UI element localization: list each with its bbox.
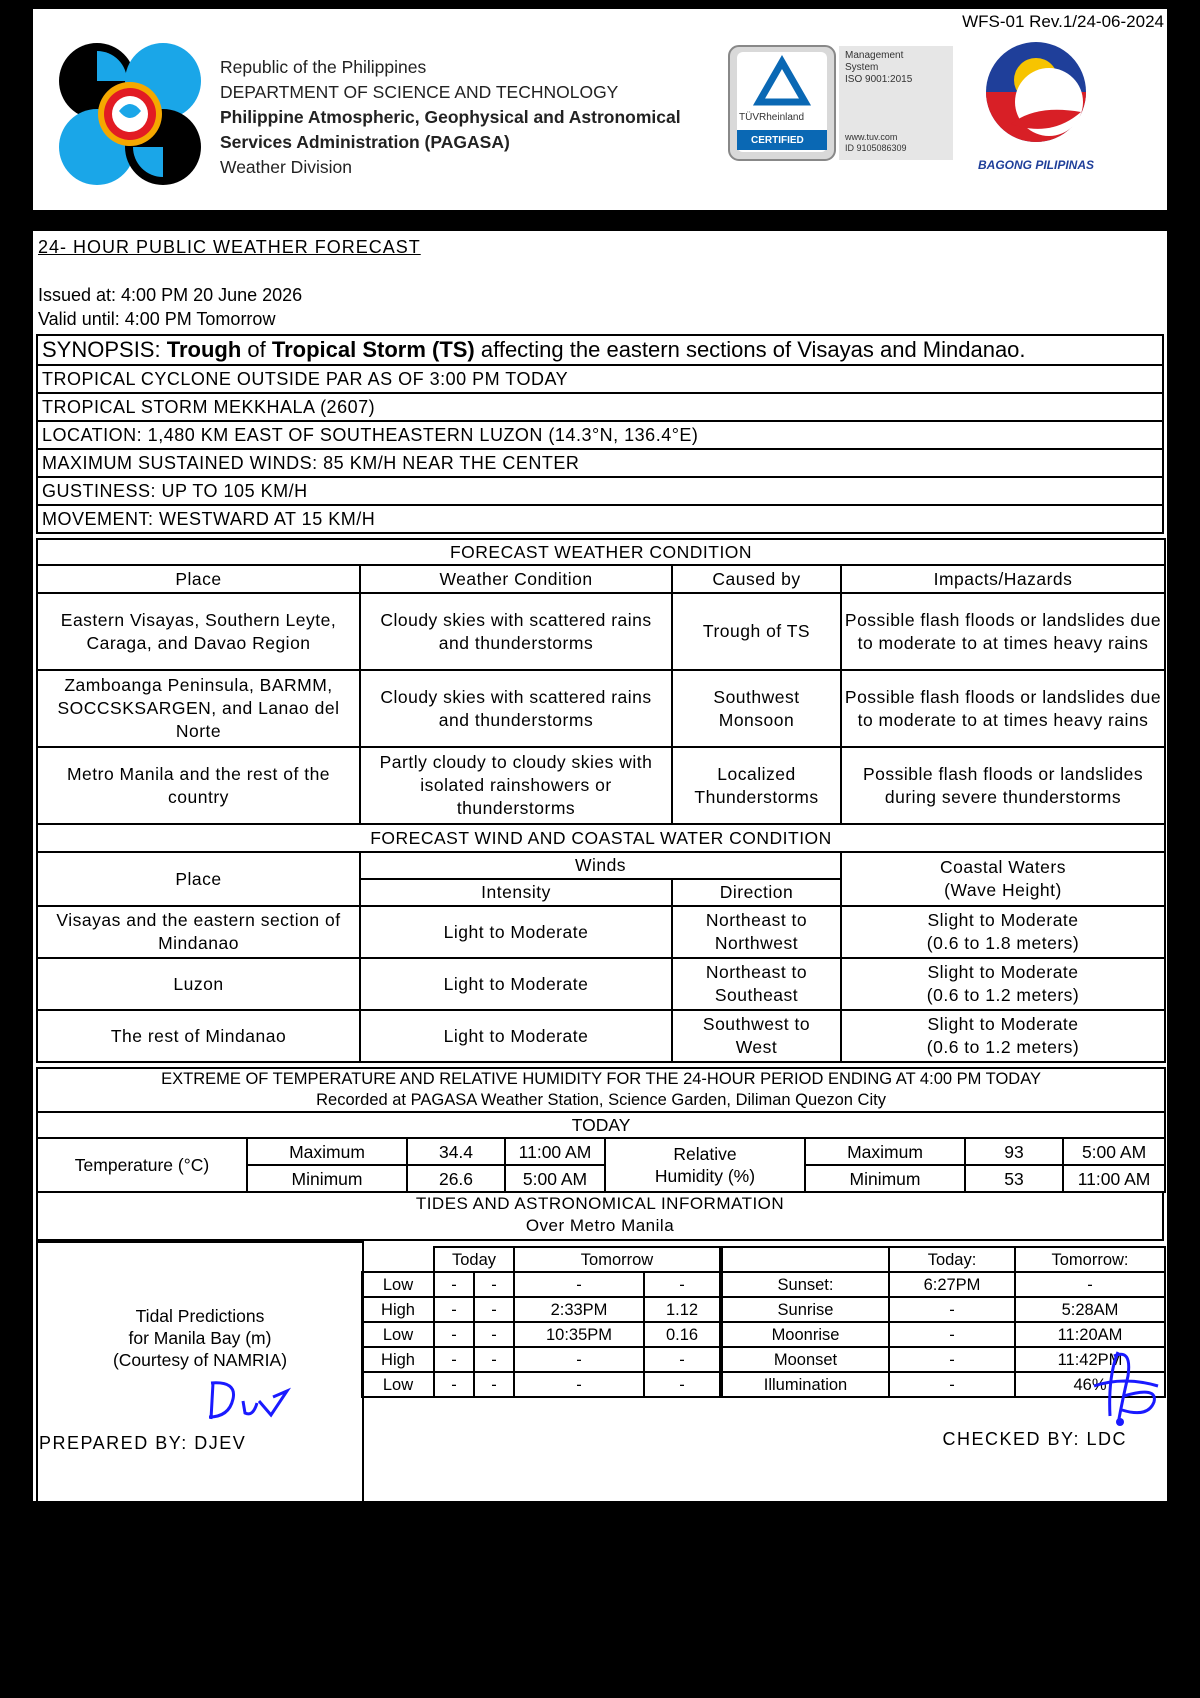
temp-min-value: 26.6 [407,1165,505,1192]
agency-line: Philippine Atmospheric, Geophysical and Astronomical [220,107,681,127]
issuance-info [38,283,302,331]
tide-type: Low [362,1322,434,1347]
max-label: Maximum [247,1138,407,1165]
rh-max-time: 5:00 AM [1063,1138,1165,1165]
coastal-line: (0.6 to 1.2 meters) [926,985,1080,1005]
tide-cell: - [474,1347,514,1372]
cert-badge-label: CERTIFIED [751,135,804,146]
cyclone-info-line: TROPICAL STORM MEKKHALA (2607) [37,393,1163,421]
tide-cell: - [644,1372,720,1397]
table-row [362,1322,720,1347]
cyclone-info-line: MAXIMUM SUSTAINED WINDS: 85 KM/H NEAR THE CENTER [37,449,1163,477]
letterhead [33,9,1167,210]
place-cell: The rest of Mindanao [37,1010,360,1062]
tidal-label-line: (Courtesy of NAMRIA) [112,1350,288,1370]
intensity-cell: Light to Moderate [360,906,672,958]
tidal-label [36,1241,364,1503]
cert-badge-brand: TÜVRheinland [739,112,805,123]
prepared-by: PREPARED BY: DJEV [39,1433,247,1453]
intensity-cell: Light to Moderate [360,958,672,1010]
direction-cell [672,906,841,958]
table-row [37,906,1165,958]
astro-cell: 11:20AM [1015,1322,1165,1347]
tide-cell: - [474,1272,514,1297]
astro-cell: - [889,1322,1015,1347]
weather-condition-table [36,538,1166,825]
direction-cell [672,1010,841,1062]
rh-min-value: 53 [965,1165,1063,1192]
astro-cell: 46% [1015,1372,1165,1397]
cyclone-info-line: TROPICAL CYCLONE OUTSIDE PAR AS OF 3:00 PM TODAY [37,365,1163,393]
checked-by: CHECKED BY: LDC [942,1429,1127,1449]
direction-line: Southeast [714,985,799,1005]
coastal-cell [841,958,1165,1010]
direction-line: Northeast to [705,910,808,930]
hazard-cell: Possible flash floods or landslides due to moderate to at times heavy rains [841,670,1165,747]
column-header: Place [37,852,360,906]
tide-cell: - [434,1372,474,1397]
max-label: Maximum [805,1138,965,1165]
tidal-label-line: for Manila Bay (m) [128,1328,272,1348]
direction-line: Northwest [714,933,799,953]
coastal-line: Slight to Moderate [927,910,1079,930]
place-cell: Metro Manila and the rest of the country [37,747,360,824]
synopsis-line [37,335,1163,365]
tidal-label-line: Tidal Predictions [135,1306,265,1326]
direction-line: Northeast to [705,962,808,982]
valid-until: Valid until: 4:00 PM Tomorrow [38,309,276,329]
table-row [722,1297,1165,1322]
astro-cell: 6:27PM [889,1272,1015,1297]
astro-cell: - [1015,1272,1165,1297]
extremes-heading-cell [37,1068,1165,1112]
tide-cell: - [644,1272,720,1297]
tide-cell: - [434,1347,474,1372]
station-note: Recorded at PAGASA Weather Station, Science Garden, Diliman Quezon City [316,1091,886,1109]
hazard-cell: Possible flash floods or landslides during severe thunderstorms [841,747,1165,824]
agency-line: DEPARTMENT OF SCIENCE AND TECHNOLOGY [220,82,619,102]
tide-cell: 1.12 [644,1297,720,1322]
astro-cell: 11:42PM [1015,1347,1165,1372]
humidity-label [605,1138,805,1192]
synopsis-text: affecting the eastern sections of Visayas and Mindanao. [474,337,1026,362]
column-header: Winds [360,852,841,879]
column-header: Direction [672,879,841,906]
astro-cell: 5:28AM [1015,1297,1165,1322]
tide-cell: - [434,1297,474,1322]
agency-name [220,55,681,180]
condition-cell: Partly cloudy to cloudy skies with isolated rainshowers or thunderstorms [360,747,672,824]
cert-line: ID 9105086309 [845,143,907,153]
blank-cell [722,1247,889,1272]
condition-cell: Cloudy skies with scattered rains and thunderstorms [360,670,672,747]
table-row [362,1372,720,1397]
synopsis-cyclone: Tropical Storm (TS) [271,337,475,362]
table-row [362,1297,720,1322]
tide-cell: - [474,1372,514,1397]
period-label: TODAY [37,1112,1165,1138]
issued-at: Issued at: 4:00 PM 20 June 2026 [38,285,303,305]
direction-cell [672,958,841,1010]
cause-cell: Localized Thunderstorms [672,747,841,824]
agency-line: Weather Division [220,157,352,177]
astro-label: Moonset [722,1347,889,1372]
tide-type: Low [362,1272,434,1297]
astro-cell: - [889,1297,1015,1322]
tide-cell: - [514,1272,644,1297]
column-header: Caused by [672,565,841,593]
blank-cell [362,1247,434,1272]
table-row [722,1272,1165,1297]
iso-certification-mark [727,44,955,162]
agency-line: Republic of the Philippines [220,57,427,77]
astro-cell: - [889,1347,1015,1372]
pagasa-logo [55,39,205,189]
intensity-cell: Light to Moderate [360,1010,672,1062]
tide-cell: 0.16 [644,1322,720,1347]
synopsis-table [36,334,1164,534]
astro-cell: - [889,1372,1015,1397]
cause-cell: Trough of TS [672,593,841,670]
cause-cell: Southwest Monsoon [672,670,841,747]
synopsis-system: Trough [166,337,242,362]
astro-label: Sunset: [722,1272,889,1297]
temp-max-value: 34.4 [407,1138,505,1165]
forecast-title: 24- HOUR PUBLIC WEATHER FORECAST [38,237,421,257]
rh-max-value: 93 [965,1138,1063,1165]
coastal-line: Slight to Moderate [927,1014,1079,1034]
agency-line: Services Administration (PAGASA) [220,132,510,152]
column-header: Intensity [360,879,672,906]
tide-cell: - [474,1297,514,1322]
tide-type: High [362,1297,434,1322]
tide-cell: - [434,1322,474,1347]
condition-cell: Cloudy skies with scattered rains and thunderstorms [360,593,672,670]
min-label: Minimum [247,1165,407,1192]
table-row [362,1347,720,1372]
tide-cell: - [514,1372,644,1397]
tide-type: Low [362,1372,434,1397]
column-header: Weather Condition [360,565,672,593]
tide-cell: - [514,1347,644,1372]
cert-line: www.tuv.com [845,132,898,142]
preparer-signature [203,1375,313,1425]
direction-line: Southwest to [702,1014,811,1034]
bp-logo-text: BAGONG PILIPINAS [977,158,1094,172]
table-row [37,593,1165,670]
astro-label: Moonrise [722,1322,889,1347]
direction-line: West [735,1037,778,1057]
coastal-line: Slight to Moderate [927,962,1079,982]
tide-cell: - [474,1322,514,1347]
tide-cell: 2:33PM [514,1297,644,1322]
humidity-label-line: Relative [673,1144,737,1164]
temperature-label: Temperature (°C) [37,1138,247,1192]
cyclone-info-line: LOCATION: 1,480 KM EAST OF SOUTHEASTERN LUZON (14.3°N, 136.4°E) [37,421,1163,449]
place-cell: Luzon [37,958,360,1010]
cert-line: System [845,62,879,73]
place-cell: Visayas and the eastern section of Mindanao [37,906,360,958]
document-code: WFS-01 Rev.1/24-06-2024 [962,12,1164,31]
tide-type: High [362,1347,434,1372]
rh-min-time: 11:00 AM [1063,1165,1165,1192]
bagong-pilipinas-logo [961,34,1111,174]
coastal-line: (0.6 to 1.8 meters) [926,933,1080,953]
tides-heading [36,1193,1164,1241]
cyclone-info-line: GUSTINESS: UP TO 105 KM/H [37,477,1163,505]
section-heading: EXTREME OF TEMPERATURE AND RELATIVE HUMIDITY FOR THE 24-HOUR PERIOD ENDING AT 4:00 PM TODAY [161,1070,1041,1088]
section-heading: FORECAST WEATHER CONDITION [37,539,1165,565]
place-cell: Zamboanga Peninsula, BARMM, SOCCSKSARGEN, and Lanao del Norte [37,670,360,747]
table-row [37,670,1165,747]
hazard-cell: Possible flash floods or landslides due to moderate to at times heavy rains [841,593,1165,670]
extremes-table [36,1067,1166,1193]
cert-line: ISO 9001:2015 [845,74,913,85]
cert-text [845,50,912,86]
wave-header: (Wave Height) [944,880,1062,900]
place-cell: Eastern Visayas, Southern Leyte, Caraga, and Davao Region [37,593,360,670]
coastal-line: (0.6 to 1.2 meters) [926,1037,1080,1057]
column-header: Tomorrow [514,1247,720,1272]
astro-label: Sunrise [722,1297,889,1322]
wind-coastal-table [36,823,1166,1063]
synopsis-text: of [241,337,272,362]
astro-label: Illumination [722,1372,889,1397]
tidal-predictions-table [361,1246,721,1398]
cert-line: Management [845,50,904,61]
cyclone-info-line: MOVEMENT: WESTWARD AT 15 KM/H [37,505,1163,533]
checker-signature [1088,1346,1163,1431]
min-label: Minimum [805,1165,965,1192]
table-row [37,1010,1165,1062]
coastal-header: Coastal Waters [940,857,1066,877]
coastal-cell [841,906,1165,958]
temp-max-time: 11:00 AM [505,1138,605,1165]
column-header [841,852,1165,906]
cert-ids [845,132,907,154]
tide-cell: - [434,1272,474,1297]
section-heading: FORECAST WIND AND COASTAL WATER CONDITION [37,824,1165,852]
section-heading: TIDES AND ASTRONOMICAL INFORMATION [415,1194,785,1213]
column-header: Place [37,565,360,593]
temp-min-time: 5:00 AM [505,1165,605,1192]
tide-cell: - [644,1347,720,1372]
synopsis-label: SYNOPSIS: [42,337,167,362]
tides-subheading: Over Metro Manila [525,1216,675,1235]
column-header: Tomorrow: [1015,1247,1165,1272]
table-row [37,747,1165,824]
humidity-label-line: Humidity (%) [654,1166,756,1186]
table-row [37,958,1165,1010]
table-row [362,1272,720,1297]
table-row [722,1322,1165,1347]
column-header: Today: [889,1247,1015,1272]
coastal-cell [841,1010,1165,1062]
tide-cell: 10:35PM [514,1322,644,1347]
column-header: Today [434,1247,514,1272]
column-header: Impacts/Hazards [841,565,1165,593]
forecast-document [33,231,1167,1501]
